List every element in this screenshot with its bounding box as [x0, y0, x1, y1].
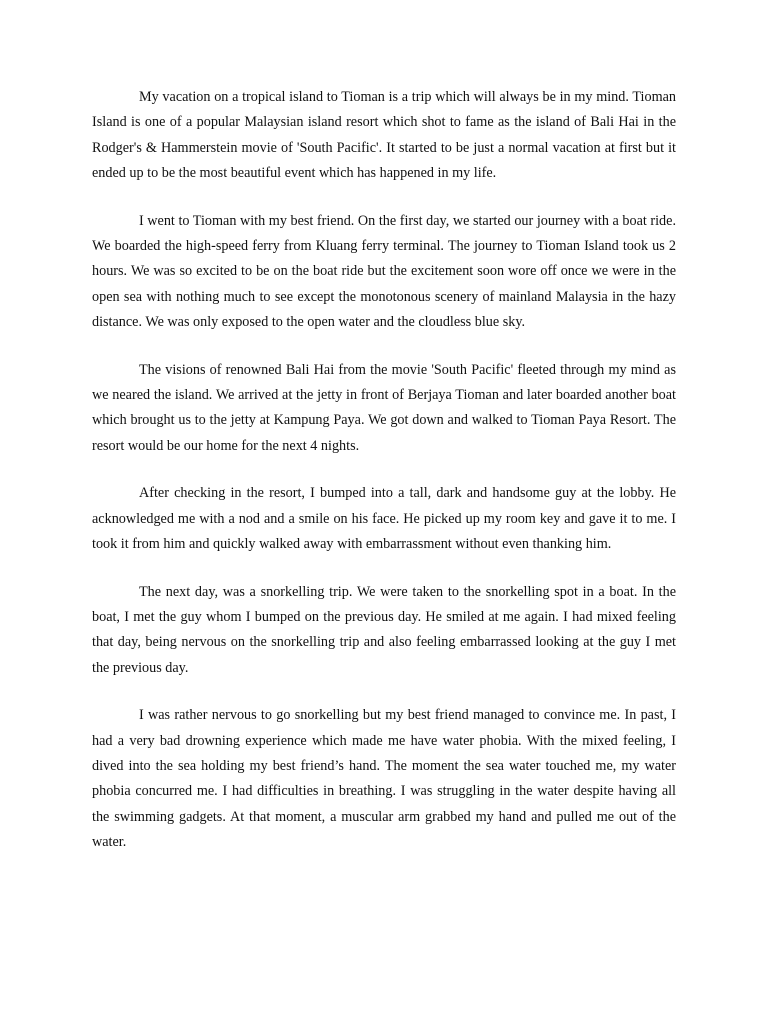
paragraph-2: I went to Tioman with my best friend. On the first day, we started our journey with a boat ride. We boarded the high-speed ferry from Kluang ferry terminal. The journey to Tioman Island took us 2 hours. We was so excited to be on the boat ride but the excitement soon wore off once we were in the open sea with nothing much to see except the monotonous scenery of mainland Malaysia in the hazy distance. We was only exposed to the open water and the cloudless blue sky.	[92, 212, 676, 331]
paragraph-4: After checking in the resort, I bumped into a tall, dark and handsome guy at the lobby. He acknowledged me with a nod and a smile on his face. He picked up my room key and gave it to me. I took it from him and quickly walked away with embarrassment without even thanking him.	[92, 485, 676, 553]
paragraph-6: I was rather nervous to go snorkelling but my best friend managed to convince me. In past, I had a very bad drowning experience which made me have water phobia. With the mixed feeling, I dived into the sea holding my best friend’s hand. The moment the sea water touched me, my water phobia concurred me. I had difficulties in breathing. I was struggling in the water despite having all the swimming gadgets. At that moment, a muscular arm grabbed my hand and pulled me out of the water.	[92, 707, 676, 851]
paragraph-5: The next day, was a snorkelling trip. We were taken to the snorkelling spot in a boat. In the boat, I met the guy whom I bumped on the previous day. He smiled at me again. I had mixed feeling that day, being nervous on the snorkelling trip and also feeling embarrassed looking at the guy I met the previous day.	[92, 583, 676, 676]
paragraph-1: My vacation on a tropical island to Tioman is a trip which will always be in my mind. Tioman Island is one of a popular Malaysian island resort which shot to fame as the island of Bali Hai in the Rodger's & Hammerstein movie of 'South Pacific'. It started to be just a normal vacation at first but it ended up to be the most beautiful event which has happened in my life.	[92, 89, 676, 182]
document-body	[92, 85, 676, 878]
paragraph-3: The visions of renowned Bali Hai from the movie 'South Pacific' fleeted through my mind as we neared the island. We arrived at the jetty in front of Berjaya Tioman and later boarded another boat which brought us to the jetty at Kampung Paya. We got down and walked to Tioman Paya Resort. The resort would be our home for the next 4 nights.	[92, 361, 676, 454]
